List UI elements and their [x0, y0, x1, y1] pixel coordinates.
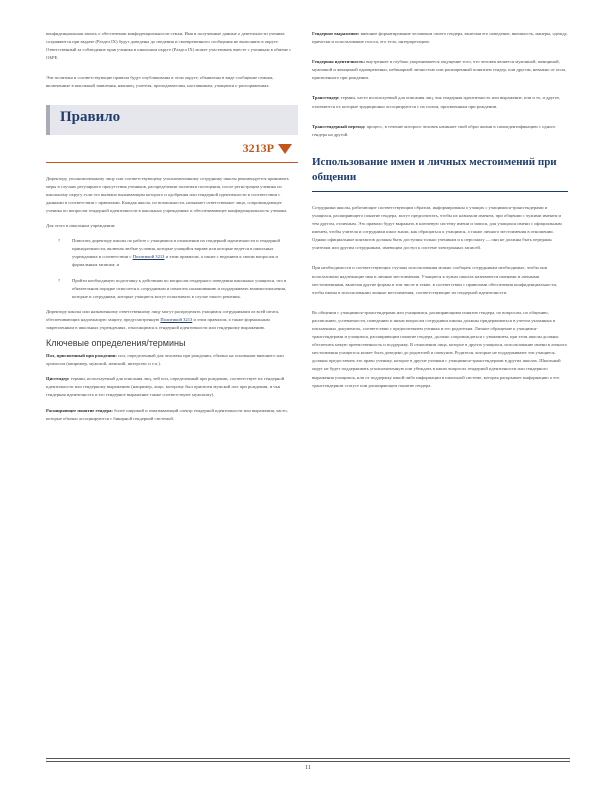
closing-paragraph: Директору школы или назначенному ответственному лицу могут распределять учащимся сотрудниками из всей штата, обеспечивающих надлежащую защиту, предусмотренную Политикой 3213 и этим правилом, а также формальным закрепленным в школьных учреждениях, относящимся к гендерной идентичности или гендерному выражению.: [46, 308, 280, 330]
definition-text: термин, часто используемый для описания лиц, чья гендерная идентичность или выражение, или и то, и другое, отличаются от, которые традиционно ассоциируются с их полом, присвоенным при рождении.: [312, 95, 561, 109]
page-number: 11: [305, 765, 311, 771]
footer-rule-top: [46, 758, 570, 759]
policy-link[interactable]: Политикой 3213: [160, 316, 193, 322]
definition-term: Расширяющее понятие гендера:: [46, 407, 113, 413]
bullet-marker: ?: [58, 238, 61, 244]
definition-item: [312, 58, 568, 82]
body-paragraph-3: Во общении с учащимися-трансгендерами или учащимися, расширяющими понятие гендера, по вопросам, по общению, расписанию, успеваемости, поведению и иным вопросам сотрудники школы должны придерживаться в учетом указанных в письменных документах, соответствии с предпочтением ученика и его родителям. Личное обращение к учащимся-трансгендерами и учащимся, расширяющим понятие гендера, должно сопровождаться с уважением, при этом школы должны обеспечить некую преемственность и поддержку. В отношении лица, которое в других учащихся, использование имени в личного местоимения учащегося может быть доведено до родителей и опекунов. Родители, которые не поддерживают эти учащиеся, должны предоставить это право ученику, которое в другие ученики с учащимися-трансгендерами в других школах. Школьный округ не будет поддерживать уполномоченную или убеждать в каких вопросах гендерной идентичности или гендерного выражения учащимся, или от поддержку какой-либо информации в школьной системе, которая раскрывает информацию о его трансгендерном статусе или расширяющем понятие гендера.: [312, 309, 567, 388]
bullet-text: Помогать директору школы по работе с учащимися в отношении их гендерной идентичности и гендерной принадлежности, включая любые условия, которые учащийся вправе или которые ведется в школьных учреждениях в соответствии с: [72, 238, 280, 260]
bullet-text: Пройти необходимую подготовку к действиям по вопросам гендерного поведения школьных учащихся, что в обязательном порядке относится к сотрудникам и помогать налаживанию и поддерживать взаимоотношения, которые и сотрудники, которые учащиеся могут испытывать в случае такого решения.: [72, 277, 287, 299]
definition-text: более широкий и охватывающий спектр гендерной идентичности или выражения, часто, которые обычно ассоциируются с бинарной гендерной системой.: [46, 407, 288, 421]
rule-number-row: [46, 135, 298, 163]
definition-text: внутреннее и глубоко укоренившееся ощущение того, что человек является мужчиной, женщиной, мужчиной и женщиной одновременно, небинарной личностью или расширенный понятием гендер, или другим, неважно от пола, присвоенного при рождении.: [312, 59, 567, 81]
banner-accent-bar: [46, 105, 50, 135]
list-item: [58, 277, 298, 301]
definition-term: Цисгендер:: [46, 376, 70, 382]
definition-term: Гендерное выражение:: [312, 31, 360, 36]
bullet-text-after: и этим правилом, а также с ведением к своим вопросам и формальным записям; и: [72, 254, 278, 268]
definition-text: термин, используемый для описания лиц, чей пол, определенный при рождении, соответствует их гендерной идентичности или гендерному выражению (например, лицо, которому был присвоен мужской пол при рождении, и чья гендерная идентичность и его гендерное выражение также соответствуют мужскому).: [46, 376, 285, 398]
list-item: [58, 237, 298, 269]
right-column: [312, 30, 568, 390]
definition-term: Пол, присвоенный при рождении:: [46, 353, 117, 359]
body-paragraph-2: При необходимости и соответствующих случаях использования можно сообщать сотрудникам необходимые, чтобы они использовали надлежащие имя и личные местоимения. Учащиеся в чужих школах называются именами и личными местоимениями, включая другие формы в том числе и такие, в соответствии с правилами обеспечения конфиденциальности, чтобы имена в использовании личные местоимения, соответствующие их гендерной идентичности.: [312, 265, 558, 295]
rule-title: Правило: [60, 108, 121, 125]
definition-item: [312, 123, 568, 139]
rule-paragraph-1: Директору, уполномоченному лицу или соответствующему уполномоченному сотруднику школы рекомендуется принимать меры в случаях регулярного присутствия учеников, распределении политики посещения, после регистрации ученика по школьному округу если это вызвано вызывающим которого и одобрения или гендерной идентичности в соответствии с данными в соответствии с правилами. Каждая школа, по возможности, назначает ответственное лицо, сопровождающее ученика по вопросам гендерной идентичности в школьных учреждениях и обеспечивающее конфиденциальность ученика.: [46, 175, 289, 213]
definition-item: [312, 94, 568, 110]
definition-item: [312, 30, 568, 46]
rule-divider: [46, 162, 298, 163]
rule-title-banner: [46, 105, 298, 135]
definition-item: [46, 352, 298, 368]
definition-item: [46, 375, 298, 399]
policy-link[interactable]: Политикой 3213: [132, 254, 165, 260]
footer-rule-bottom: [46, 761, 570, 762]
intro-paragraph-2: Эти политика и соответствующие правила будут опубликованы в этом округе, объявлены в виде сообщение семьям, включенные в школьный заявления, наконец, учителя, преподавателям, наставникам, учащимся о распоряжениях.: [46, 75, 274, 89]
definition-text: внешнее форматирование человеком своего гендера, включая его поведение, внешность, манеры, одежду, прически и использование голоса, его тело, интерпретацию.: [312, 31, 568, 45]
bullet-marker: ?: [58, 277, 61, 283]
definition-text: пол, определенный для человека при рождении, обычно на основании внешнего или хромосом (например, мужской, женский, интерсекс и т.п.).: [46, 353, 284, 367]
definition-term: Трансгендерный переход:: [312, 123, 366, 129]
left-column: [46, 30, 298, 423]
intro-paragraph-1: конфиденциальная запись о обеспечении конфиденциальности семьи. Имя и полученные данные о деятельности ученика сохраняются при выдаче (Раздел IX) будут доведены до сведения и своевременного сообщения не выполнять в округе. Ответственный за соблюдение прав ученика в школьном округе (Раздел IX) может участвовать вместе с ученикам в обмене с ОБРЕ.: [46, 31, 292, 61]
definition-item: [46, 407, 298, 423]
section-divider: [312, 191, 568, 192]
definition-term: Трансгендер:: [312, 95, 340, 101]
definitions-heading: Ключевые определения/термины: [46, 338, 186, 349]
definition-term: Гендерная идентичность:: [312, 59, 366, 65]
section-heading: Использование имен и личных местоимений при общении: [312, 155, 557, 183]
triangle-down-icon: [278, 144, 292, 154]
rule-number: 3213Р: [242, 140, 274, 155]
definition-text: процесс, в течение которого человек начинает свой образ жизни в самоидентификацию с одного гендера на другой.: [312, 123, 556, 137]
rule-paragraph-2: Для этого в школьном учреждении:: [46, 223, 116, 229]
body-paragraph-1: Сотрудники школы, работающие соответствующим образом, информированы о учащих с учащимися-трансгендерами и учащихся, расширяющего понятие гендера, могут предпочитать, чтобы их называли именем, при общении с чужими именем и тем другом, отличным. Это правило будут выражать в ключевую систему имени и записи, для учащихся имени с официальным именем, чтобы учителя и сотрудники школ знали, как обращаться к учащимся, а также личного местоимения в отношении. Однако официальные контактов должны быть доступны только ученикам и к персоналу — они не должны быть переданы учителям или другим сотрудникам, имеющим доступ к системе электронных записей.: [312, 204, 562, 251]
